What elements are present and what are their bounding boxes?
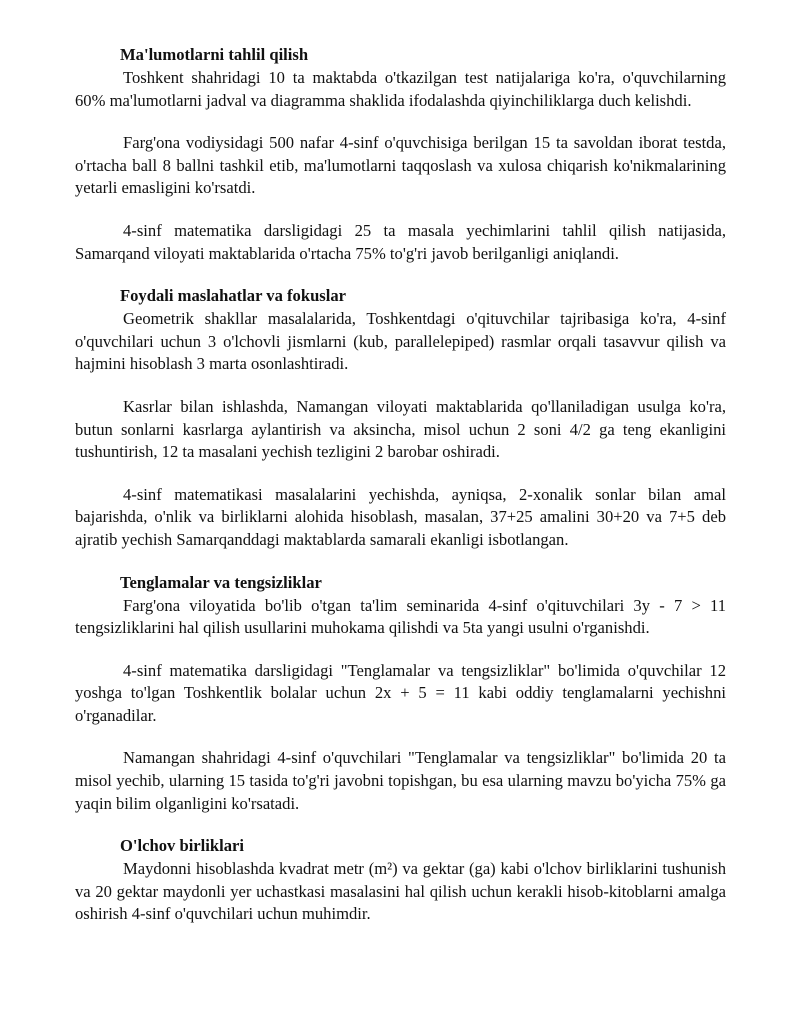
section-heading: Ma'lumotlarni tahlil qilish	[120, 45, 309, 64]
section-heading: Tenglamalar va tengsizliklar	[120, 572, 322, 592]
paragraph: Farg'ona viloyatida bo'lib o'tgan ta'lim seminarida 4-sinf o'qituvchilari 3y - 7 > 11 tengsizliklarini hal qilish usullarini muhokama qilishdi va 5ta yangi usulni o'rganishdi.	[75, 595, 726, 638]
paragraph: Namangan shahridagi 4-sinf o'quvchilari "Tenglamalar va tengsizliklar" bo'limida 20 ta misol yechib, ularning 15 tasida to'g'ri javobni topishgan, bu esa ularning mavzu bo'yicha 75% ga yaqin bilim olganligini ko'rsatadi.	[75, 748, 726, 813]
paragraph: 4-sinf matematika darsligidagi 25 ta masala yechimlarini tahlil qilish natijasida, Samarqand viloyati maktablarida o'rtacha 75% to'g'ri javob berilganligi aniqlandi.	[75, 220, 726, 263]
paragraph: Farg'ona vodiysidagi 500 nafar 4-sinf o'quvchisiga berilgan 15 ta savoldan iborat testda, o'rtacha ball 8 ballni tashkil etib, ma'lumotlarni taqqoslash va xulosa chiqarish ko'nikmalarining yetarli emasligini ko'rsatdi.	[75, 133, 726, 198]
section-units	[75, 835, 726, 926]
document-page	[75, 44, 726, 946]
paragraph: 4-sinf matematikasi masalalarini yechishda, ayniqsa, 2-xonalik sonlar bilan amal bajarishda, o'nlik va birliklarni alohida hisoblash, masalan, 37+25 amalini 30+20 va 7+5 deb ajratib yechish Samarqanddagi maktablarda samarali ekanligi isbotlangan.	[75, 484, 726, 549]
paragraph: Kasrlar bilan ishlashda, Namangan viloyati maktablarida qo'llaniladigan usulga ko'ra, butun sonlarni kasrlarga aylantirish va aksincha, misol uchun 2 soni 4/2 ga teng ekanligini tushuntirish, 12 ta masalani yechish tezligini 2 barobar oshiradi.	[75, 396, 726, 462]
paragraph: 4-sinf matematika darsligidagi "Tenglamalar va tengsizliklar" bo'limida o'quvchilar 12 yoshga to'lgan Toshkentlik bolalar uchun 2x + 5 = 11 kabi oddiy tenglamalarni yechishni o'rganadilar.	[75, 660, 726, 725]
paragraph: Toshkent shahridagi 10 ta maktabda o'tkazilgan test natijalariga ko'ra, o'quvchilarning 60% ma'lumotlarni jadval va diagramma shaklida ifodalashda qiyinchiliklarga duch kelishdi.	[75, 68, 726, 110]
section-tips	[75, 285, 726, 551]
section-equations	[75, 572, 726, 816]
section-heading: Foydali maslahatlar va fokuslar	[120, 286, 347, 306]
paragraph: Maydonni hisoblashda kvadrat metr (m²) va gektar (ga) kabi o'lchov birliklarini tushunish va 20 gektar maydonli yer uchastkasi masalasini hal qilish uchun kerakli hisob-kitoblarni amalga oshirish 4-sinf o'quvchilari uchun muhimdir.	[75, 859, 726, 924]
section-data-analysis	[75, 44, 726, 265]
paragraph: Geometrik shakllar masalalarida, Toshkentdagi o'qituvchilar tajribasiga ko'ra, 4-sinf o'quvchilari uchun 3 o'lchovli jismlarni (kub, parallelepiped) rasmlar orqali tasavvur qilish va hajmini hisoblash 3 marta osonlashtiradi.	[75, 309, 726, 374]
section-heading: O'lchov birliklari	[120, 836, 244, 856]
